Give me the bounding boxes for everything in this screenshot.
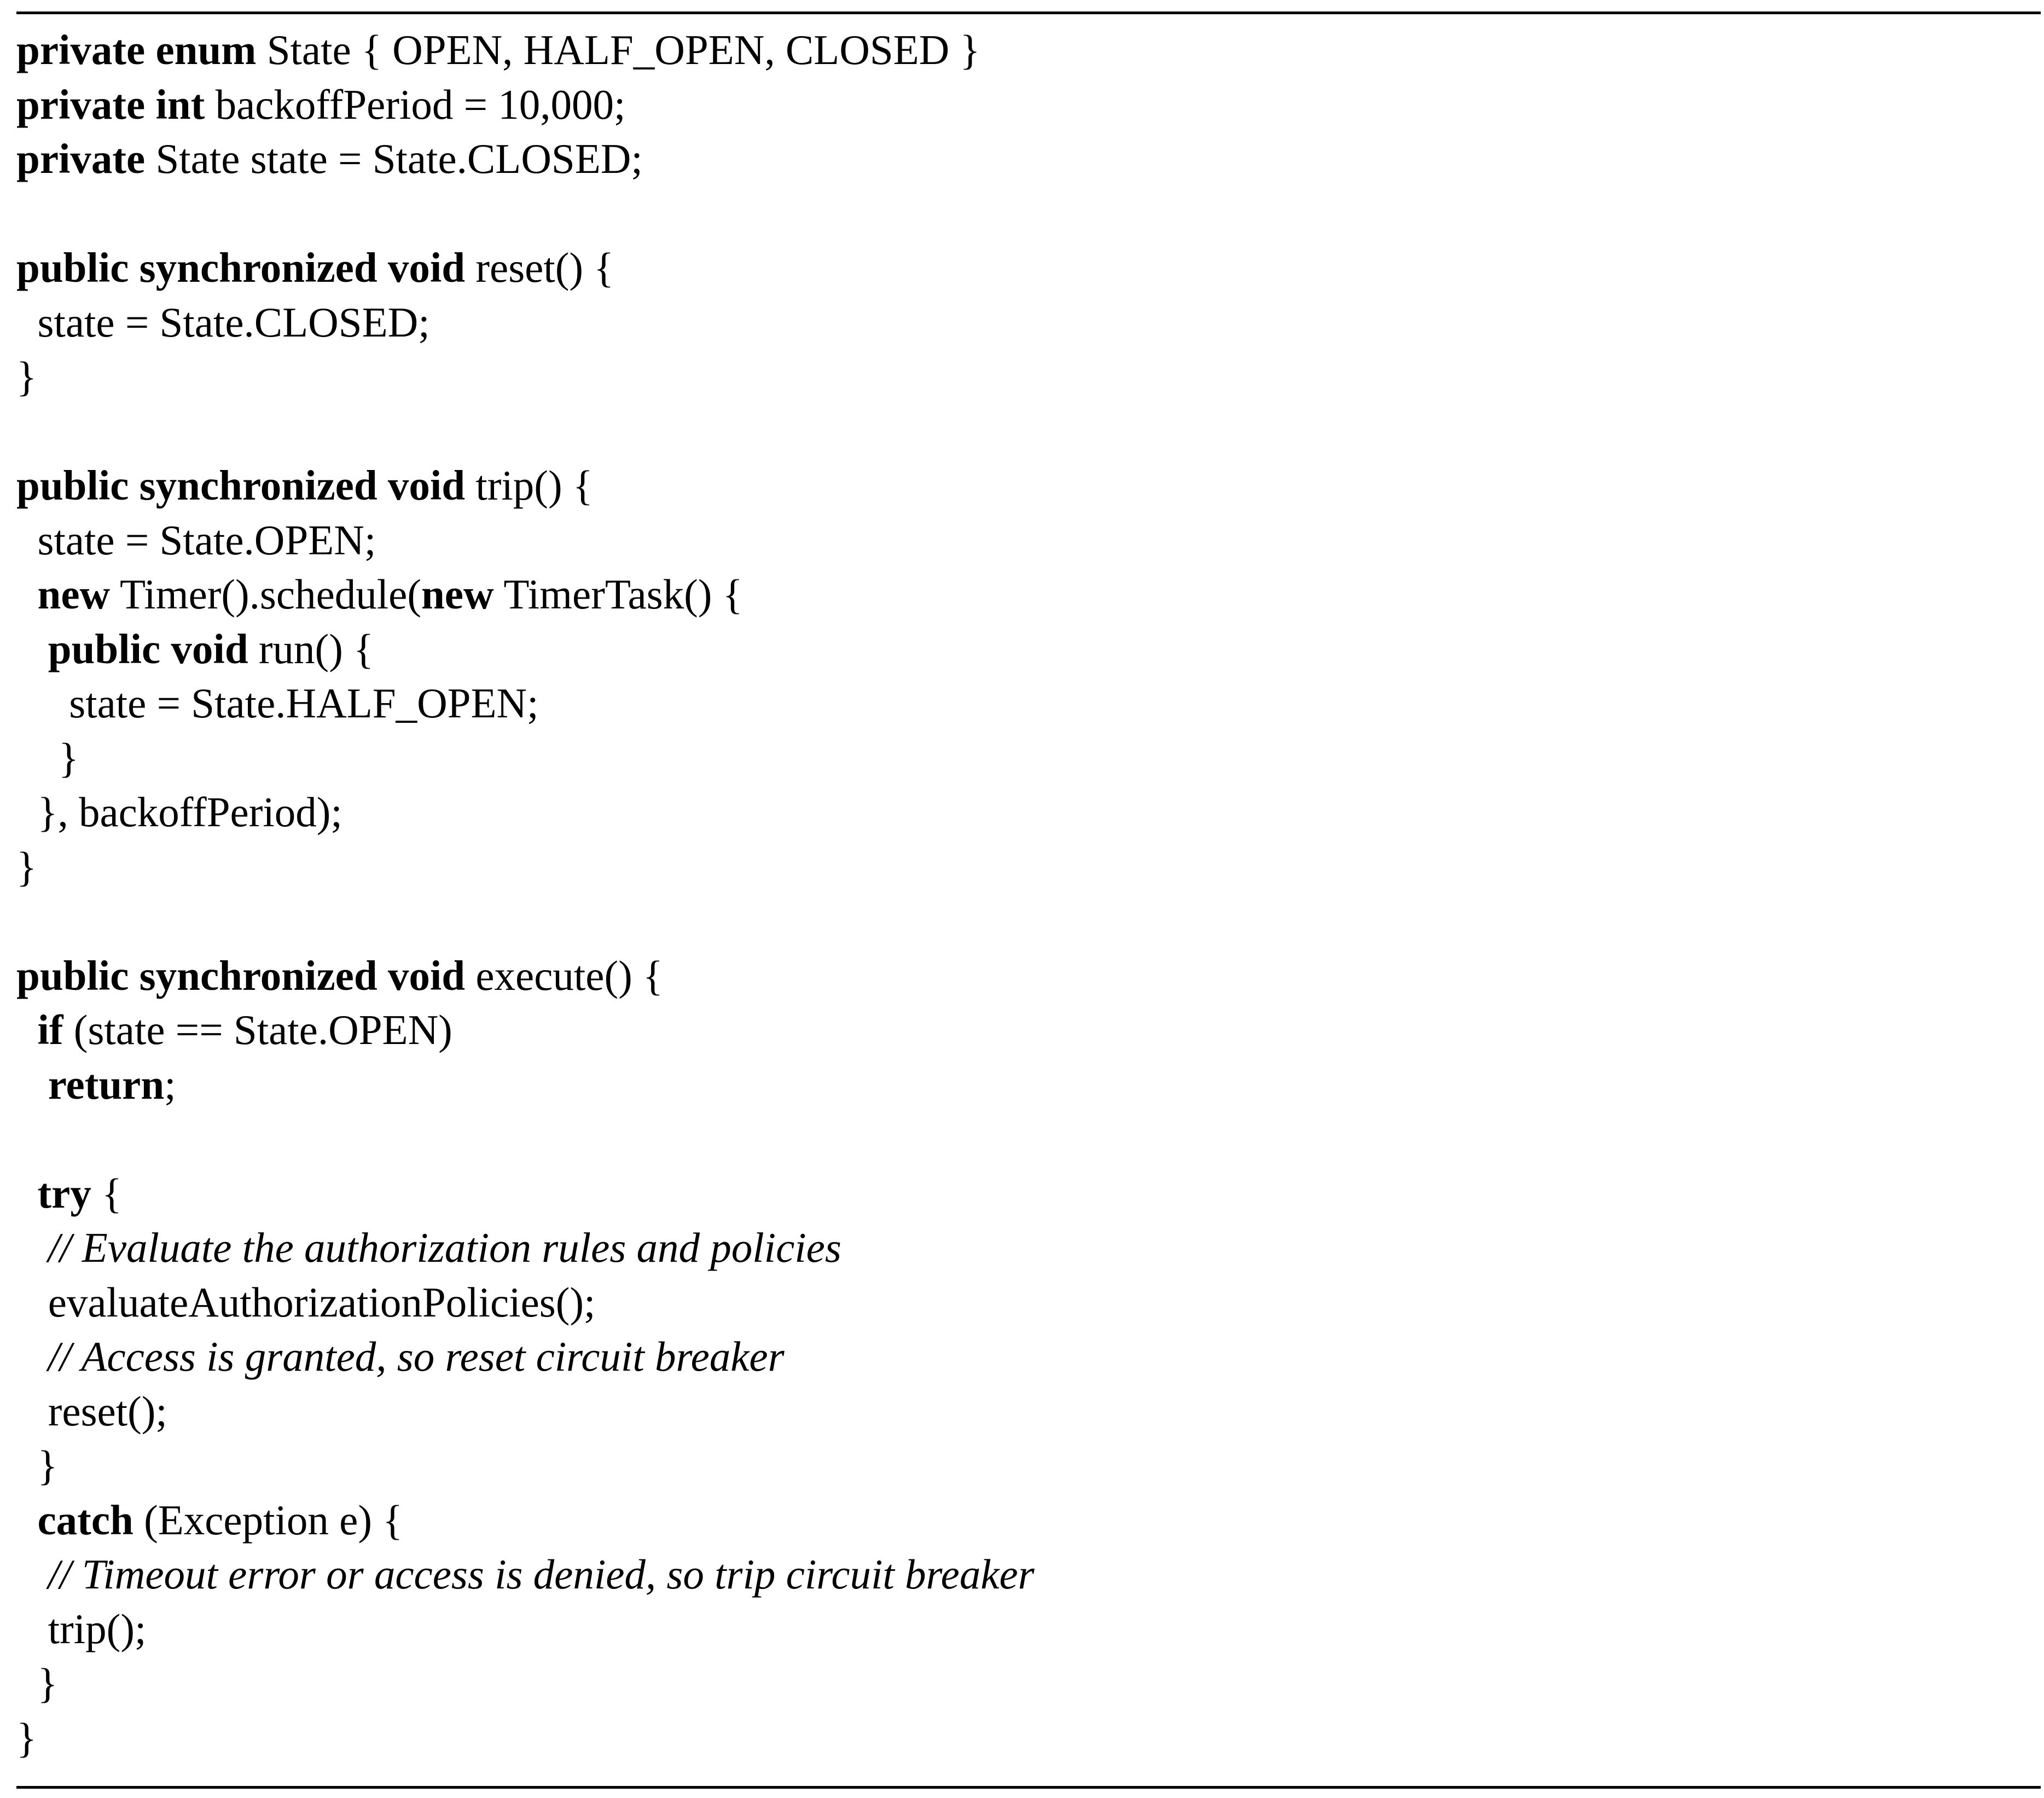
code-line [16,785,1035,840]
code-text [16,1551,48,1598]
code-keyword: private enum [16,26,257,73]
code-block [16,23,1035,1765]
code-keyword: try [37,1169,91,1217]
code-text: trip() { [465,462,593,509]
code-line [16,1656,1035,1711]
code-text: reset(); [16,1387,167,1435]
code-keyword: catch [37,1496,133,1544]
code-line [16,731,1035,786]
code-text: (Exception e) { [133,1496,403,1544]
code-text [16,1006,38,1053]
code-line [16,132,1035,187]
code-comment: // Timeout error or access is denied, so trip circuit breaker [48,1551,1035,1598]
code-text [16,1333,48,1380]
code-text: execute() { [465,952,663,999]
code-line [16,949,1035,1004]
code-keyword: public synchronized void [16,952,466,999]
code-keyword: private [16,135,146,182]
code-keyword: public synchronized void [16,462,466,509]
code-text: evaluateAuthorizationPolicies(); [16,1278,596,1326]
code-text: State state = State.CLOSED; [145,135,643,182]
code-text: State { OPEN, HALF_OPEN, CLOSED } [256,26,980,73]
code-text: TimerTask() { [493,571,743,618]
code-text: } [16,1660,58,1707]
code-text: } [16,1714,37,1761]
code-line [16,1167,1035,1221]
code-text: run() { [248,625,374,672]
code-text [16,1224,48,1271]
code-keyword: public void [48,625,248,672]
blank-line [16,187,1035,241]
top-rule [16,11,2041,14]
code-line [16,1711,1035,1766]
code-text [16,1170,38,1217]
code-text: reset() { [465,244,614,291]
code-text [16,1061,48,1108]
code-line [16,1275,1035,1330]
code-keyword: if [37,1006,63,1053]
code-text: (state == State.OPEN) [63,1006,452,1053]
code-text: state = State.HALF_OPEN; [16,680,539,727]
blank-line [16,1112,1035,1167]
code-text [16,625,48,672]
code-line [16,459,1035,513]
code-keyword: private int [16,80,205,128]
code-text: } [16,1442,58,1489]
code-line [16,1058,1035,1112]
code-line [16,676,1035,731]
code-keyword: return [48,1060,165,1108]
code-text: } [16,843,37,890]
code-keyword: new [421,571,494,618]
blank-line [16,404,1035,459]
code-line [16,1439,1035,1493]
code-line [16,567,1035,622]
code-keyword: public synchronized void [16,244,466,291]
code-text: } [16,353,37,400]
code-line [16,350,1035,404]
code-text [16,571,38,618]
code-text: { [91,1169,123,1217]
blank-line [16,894,1035,949]
code-text: state = State.CLOSED; [16,298,430,346]
code-line [16,241,1035,295]
code-text: state = State.OPEN; [16,516,376,564]
code-text: backoffPeriod = 10,000; [205,80,626,128]
code-line [16,622,1035,677]
code-text: trip(); [16,1605,147,1652]
code-line [16,1384,1035,1439]
code-line [16,1547,1035,1602]
code-line [16,78,1035,132]
code-line [16,23,1035,78]
bottom-rule [16,1786,2041,1789]
code-text: }, backoffPeriod); [16,788,342,836]
code-line [16,840,1035,895]
code-comment: // Access is granted, so reset circuit breaker [48,1333,785,1380]
code-comment: // Evaluate the authorization rules and policies [48,1224,841,1271]
code-text [16,1497,38,1544]
code-line [16,295,1035,350]
code-keyword: new [37,571,111,618]
code-line [16,513,1035,568]
code-line [16,1003,1035,1058]
code-listing-figure [16,0,2041,1798]
code-line [16,1221,1035,1275]
code-text: ; [164,1060,176,1108]
code-line [16,1493,1035,1548]
code-line [16,1330,1035,1384]
code-text: } [16,734,79,781]
code-line [16,1602,1035,1657]
code-text: Timer().schedule( [110,571,421,618]
